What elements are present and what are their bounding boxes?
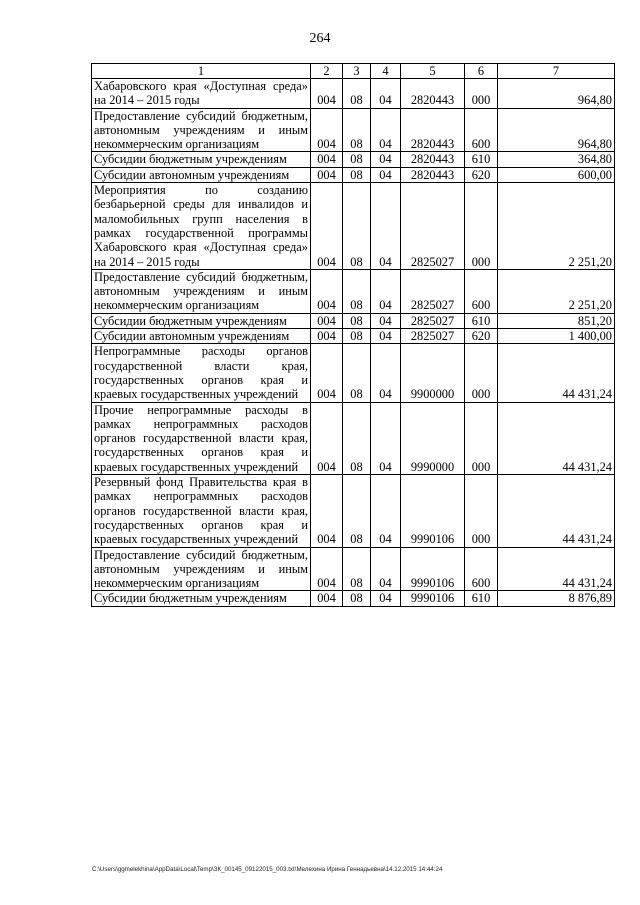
cell-code-6: 000: [465, 183, 498, 270]
cell-code-3: 08: [343, 547, 371, 591]
cell-code-2: 004: [311, 183, 343, 270]
cell-code-4: 04: [371, 329, 401, 344]
col-header-6: 6: [465, 64, 498, 79]
table-row: [92, 152, 615, 167]
cell-code-4: 04: [371, 79, 401, 109]
row-name: Субсидии автономным учреждениям: [92, 329, 311, 344]
table-row: [92, 108, 615, 152]
cell-code-5: 2820443: [401, 167, 465, 182]
cell-code-3: 08: [343, 402, 371, 474]
cell-code-3: 08: [343, 313, 371, 328]
cell-amount: 964,80: [498, 79, 615, 109]
col-header-5: 5: [401, 64, 465, 79]
cell-code-6: 000: [465, 402, 498, 474]
cell-code-5: 2825027: [401, 269, 465, 313]
cell-code-6: 000: [465, 344, 498, 402]
cell-code-2: 004: [311, 402, 343, 474]
cell-code-6: 610: [465, 152, 498, 167]
cell-code-5: 9900000: [401, 344, 465, 402]
row-name: Субсидии бюджетным учреждениям: [92, 152, 311, 167]
cell-code-6: 610: [465, 591, 498, 606]
row-name: Предоставление субсидий бюджетным, автономным учреждениям и иным некоммерческим организациям: [92, 108, 311, 152]
cell-code-5: 2820443: [401, 152, 465, 167]
table-row: [92, 329, 615, 344]
table-row: [92, 402, 615, 474]
cell-code-6: 600: [465, 269, 498, 313]
cell-code-4: 04: [371, 591, 401, 606]
table-row: [92, 183, 615, 270]
row-name: Хабаровского края «Доступная среда» на 2014 – 2015 годы: [92, 79, 311, 109]
cell-code-6: 620: [465, 329, 498, 344]
cell-code-5: 9990106: [401, 547, 465, 591]
cell-code-2: 004: [311, 269, 343, 313]
cell-code-6: 600: [465, 108, 498, 152]
cell-code-5: 2820443: [401, 79, 465, 109]
row-name: Непрограммные расходы органов государственной власти края, государственных органов края и краевых государственных учреждений: [92, 344, 311, 402]
cell-code-2: 004: [311, 475, 343, 547]
cell-code-5: 2825027: [401, 183, 465, 270]
row-name: Предоставление субсидий бюджетным, автономным учреждениям и иным некоммерческим организациям: [92, 269, 311, 313]
cell-code-3: 08: [343, 329, 371, 344]
row-name: Субсидии бюджетным учреждениям: [92, 591, 311, 606]
cell-code-3: 08: [343, 79, 371, 109]
cell-amount: 8 876,89: [498, 591, 615, 606]
cell-code-6: 610: [465, 313, 498, 328]
cell-code-3: 08: [343, 152, 371, 167]
row-name: Субсидии автономным учреждениям: [92, 167, 311, 182]
cell-amount: 600,00: [498, 167, 615, 182]
cell-code-5: 2825027: [401, 329, 465, 344]
page-number: 264: [309, 31, 331, 46]
budget-table: [91, 63, 615, 607]
col-header-1: 1: [92, 64, 311, 79]
cell-code-4: 04: [371, 183, 401, 270]
cell-code-3: 08: [343, 183, 371, 270]
table-row: [92, 591, 615, 606]
cell-code-3: 08: [343, 344, 371, 402]
cell-amount: 44 431,24: [498, 344, 615, 402]
cell-code-2: 004: [311, 108, 343, 152]
cell-code-3: 08: [343, 591, 371, 606]
cell-code-2: 004: [311, 344, 343, 402]
cell-code-4: 04: [371, 167, 401, 182]
cell-amount: 364,80: [498, 152, 615, 167]
cell-code-2: 004: [311, 313, 343, 328]
col-header-3: 3: [343, 64, 371, 79]
file-path-footer: C:\Users\ggmelekhina\AppData\Local\Temp\ЗК_00145_09122015_003.txt\Мелехина Ирина Геннадьевна\14.12.2015 14:44:24: [92, 866, 443, 873]
cell-code-6: 620: [465, 167, 498, 182]
table-row: [92, 167, 615, 182]
cell-code-4: 04: [371, 402, 401, 474]
col-header-2: 2: [311, 64, 343, 79]
cell-code-6: 600: [465, 547, 498, 591]
cell-code-5: 2820443: [401, 108, 465, 152]
cell-amount: 2 251,20: [498, 183, 615, 270]
row-name: Резервный фонд Правительства края в рамках непрограммных расходов органов государственной власти края, государственных органов края и краевых государственных учреждений: [92, 475, 311, 547]
header-row: [92, 64, 615, 79]
table-row: [92, 269, 615, 313]
cell-code-2: 004: [311, 547, 343, 591]
cell-code-5: 2825027: [401, 313, 465, 328]
cell-amount: 964,80: [498, 108, 615, 152]
cell-code-4: 04: [371, 152, 401, 167]
cell-code-6: 000: [465, 475, 498, 547]
cell-code-3: 08: [343, 167, 371, 182]
cell-code-2: 004: [311, 591, 343, 606]
table-row: [92, 344, 615, 402]
cell-amount: 1 400,00: [498, 329, 615, 344]
row-name: Прочие непрограммные расходы в рамках непрограммных расходов органов государственной власти края, государственных органов края и краевых государственных учреждений: [92, 402, 311, 474]
cell-amount: 851,20: [498, 313, 615, 328]
cell-amount: 44 431,24: [498, 547, 615, 591]
table-row: [92, 313, 615, 328]
col-header-4: 4: [371, 64, 401, 79]
table-row: [92, 79, 615, 109]
cell-code-2: 004: [311, 167, 343, 182]
cell-amount: 44 431,24: [498, 402, 615, 474]
col-header-7: 7: [498, 64, 615, 79]
cell-code-4: 04: [371, 547, 401, 591]
cell-code-4: 04: [371, 313, 401, 328]
cell-code-5: 9990000: [401, 402, 465, 474]
cell-code-5: 9990106: [401, 475, 465, 547]
row-name: Мероприятия по созданию безбарьерной среды для инвалидов и маломобильных групп населения в рамках государственной программы Хабаровского края «Доступная среда» на 2014 – 2015 годы: [92, 183, 311, 270]
cell-code-4: 04: [371, 344, 401, 402]
cell-code-3: 08: [343, 108, 371, 152]
cell-code-3: 08: [343, 475, 371, 547]
cell-code-4: 04: [371, 108, 401, 152]
row-name: Предоставление субсидий бюджетным, автономным учреждениям и иным некоммерческим организациям: [92, 547, 311, 591]
cell-code-5: 9990106: [401, 591, 465, 606]
cell-amount: 44 431,24: [498, 475, 615, 547]
cell-code-2: 004: [311, 329, 343, 344]
cell-code-4: 04: [371, 269, 401, 313]
table-row: [92, 475, 615, 547]
cell-code-6: 000: [465, 79, 498, 109]
table-row: [92, 547, 615, 591]
cell-code-4: 04: [371, 475, 401, 547]
cell-amount: 2 251,20: [498, 269, 615, 313]
row-name: Субсидии бюджетным учреждениям: [92, 313, 311, 328]
cell-code-2: 004: [311, 79, 343, 109]
cell-code-2: 004: [311, 152, 343, 167]
cell-code-3: 08: [343, 269, 371, 313]
